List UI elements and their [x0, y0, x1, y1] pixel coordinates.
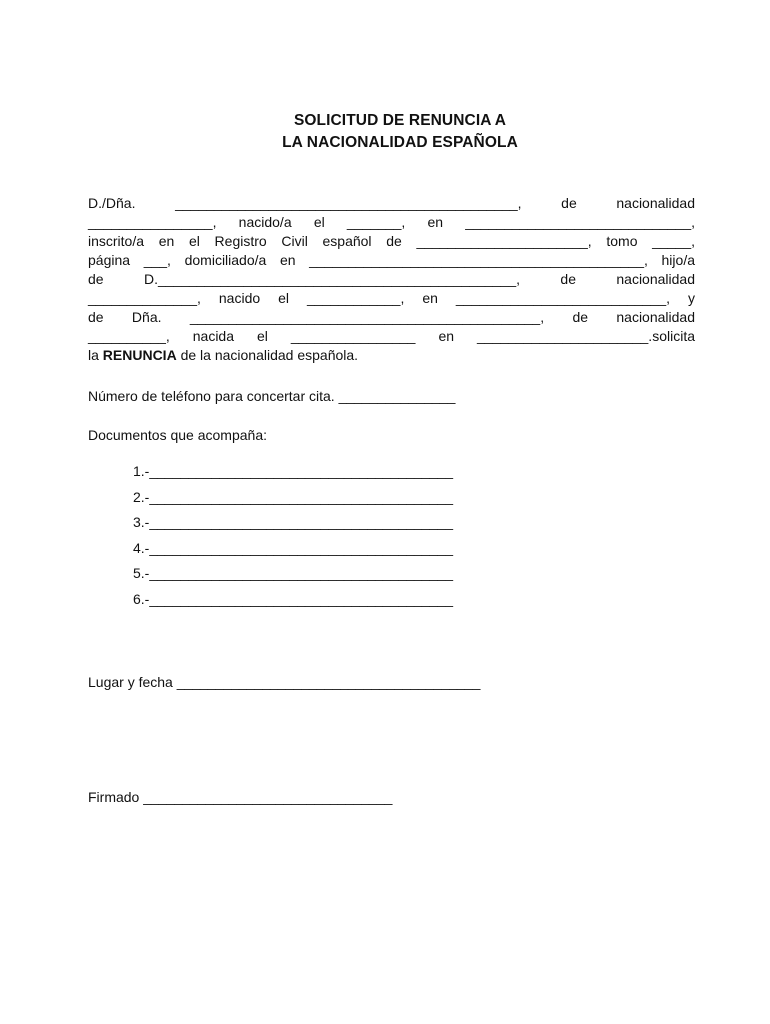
- body-line-1: D./Dña. ____________________________________________, de nacionalidad: [88, 195, 695, 211]
- body-line-2: ________________, nacido/a el _______, en _____________________________,: [88, 214, 695, 230]
- body-line-9: [88, 346, 358, 365]
- title-line-1: SOLICITUD DE RENUNCIA A: [293, 112, 507, 129]
- documents-heading: Documentos que acompaña:: [88, 427, 267, 443]
- body-line-5: de D.______________________________________________, de nacionalidad: [88, 271, 695, 287]
- document-item-5: 5.-_______________________________________: [133, 565, 453, 581]
- body-last-suffix: de la nacionalidad española.: [176, 347, 359, 363]
- body-line-3: inscrito/a en el Registro Civil español de ______________________, tomo _____,: [88, 233, 695, 249]
- body-line-7: de Dña. _____________________________________________, de nacionalidad: [88, 309, 695, 325]
- document-item-4: 4.-_______________________________________: [133, 540, 453, 556]
- renuncia-bold: RENUNCIA: [102, 347, 177, 363]
- document-item-2: 2.-_______________________________________: [133, 489, 453, 505]
- document-item-1: 1.-_______________________________________: [133, 463, 453, 479]
- body-last-prefix: la: [88, 347, 103, 363]
- document-item-6: 6.-_______________________________________: [133, 591, 453, 607]
- title-line-2: LA NACIONALIDAD ESPAÑOLA: [282, 134, 518, 151]
- body-line-8: __________, nacida el ________________ en ______________________.solicita: [88, 328, 695, 344]
- signature-line: Firmado ________________________________: [88, 789, 393, 805]
- phone-line: Número de teléfono para concertar cita. _______________: [88, 388, 456, 404]
- document-item-3: 3.-_______________________________________: [133, 514, 453, 530]
- place-date-line: Lugar y fecha _______________________________________: [88, 674, 481, 690]
- body-line-4: página ___, domiciliado/a en ___________________________________________, hijo/a: [88, 252, 695, 268]
- body-line-6: ______________, nacido el ____________, en ___________________________, y: [88, 290, 695, 306]
